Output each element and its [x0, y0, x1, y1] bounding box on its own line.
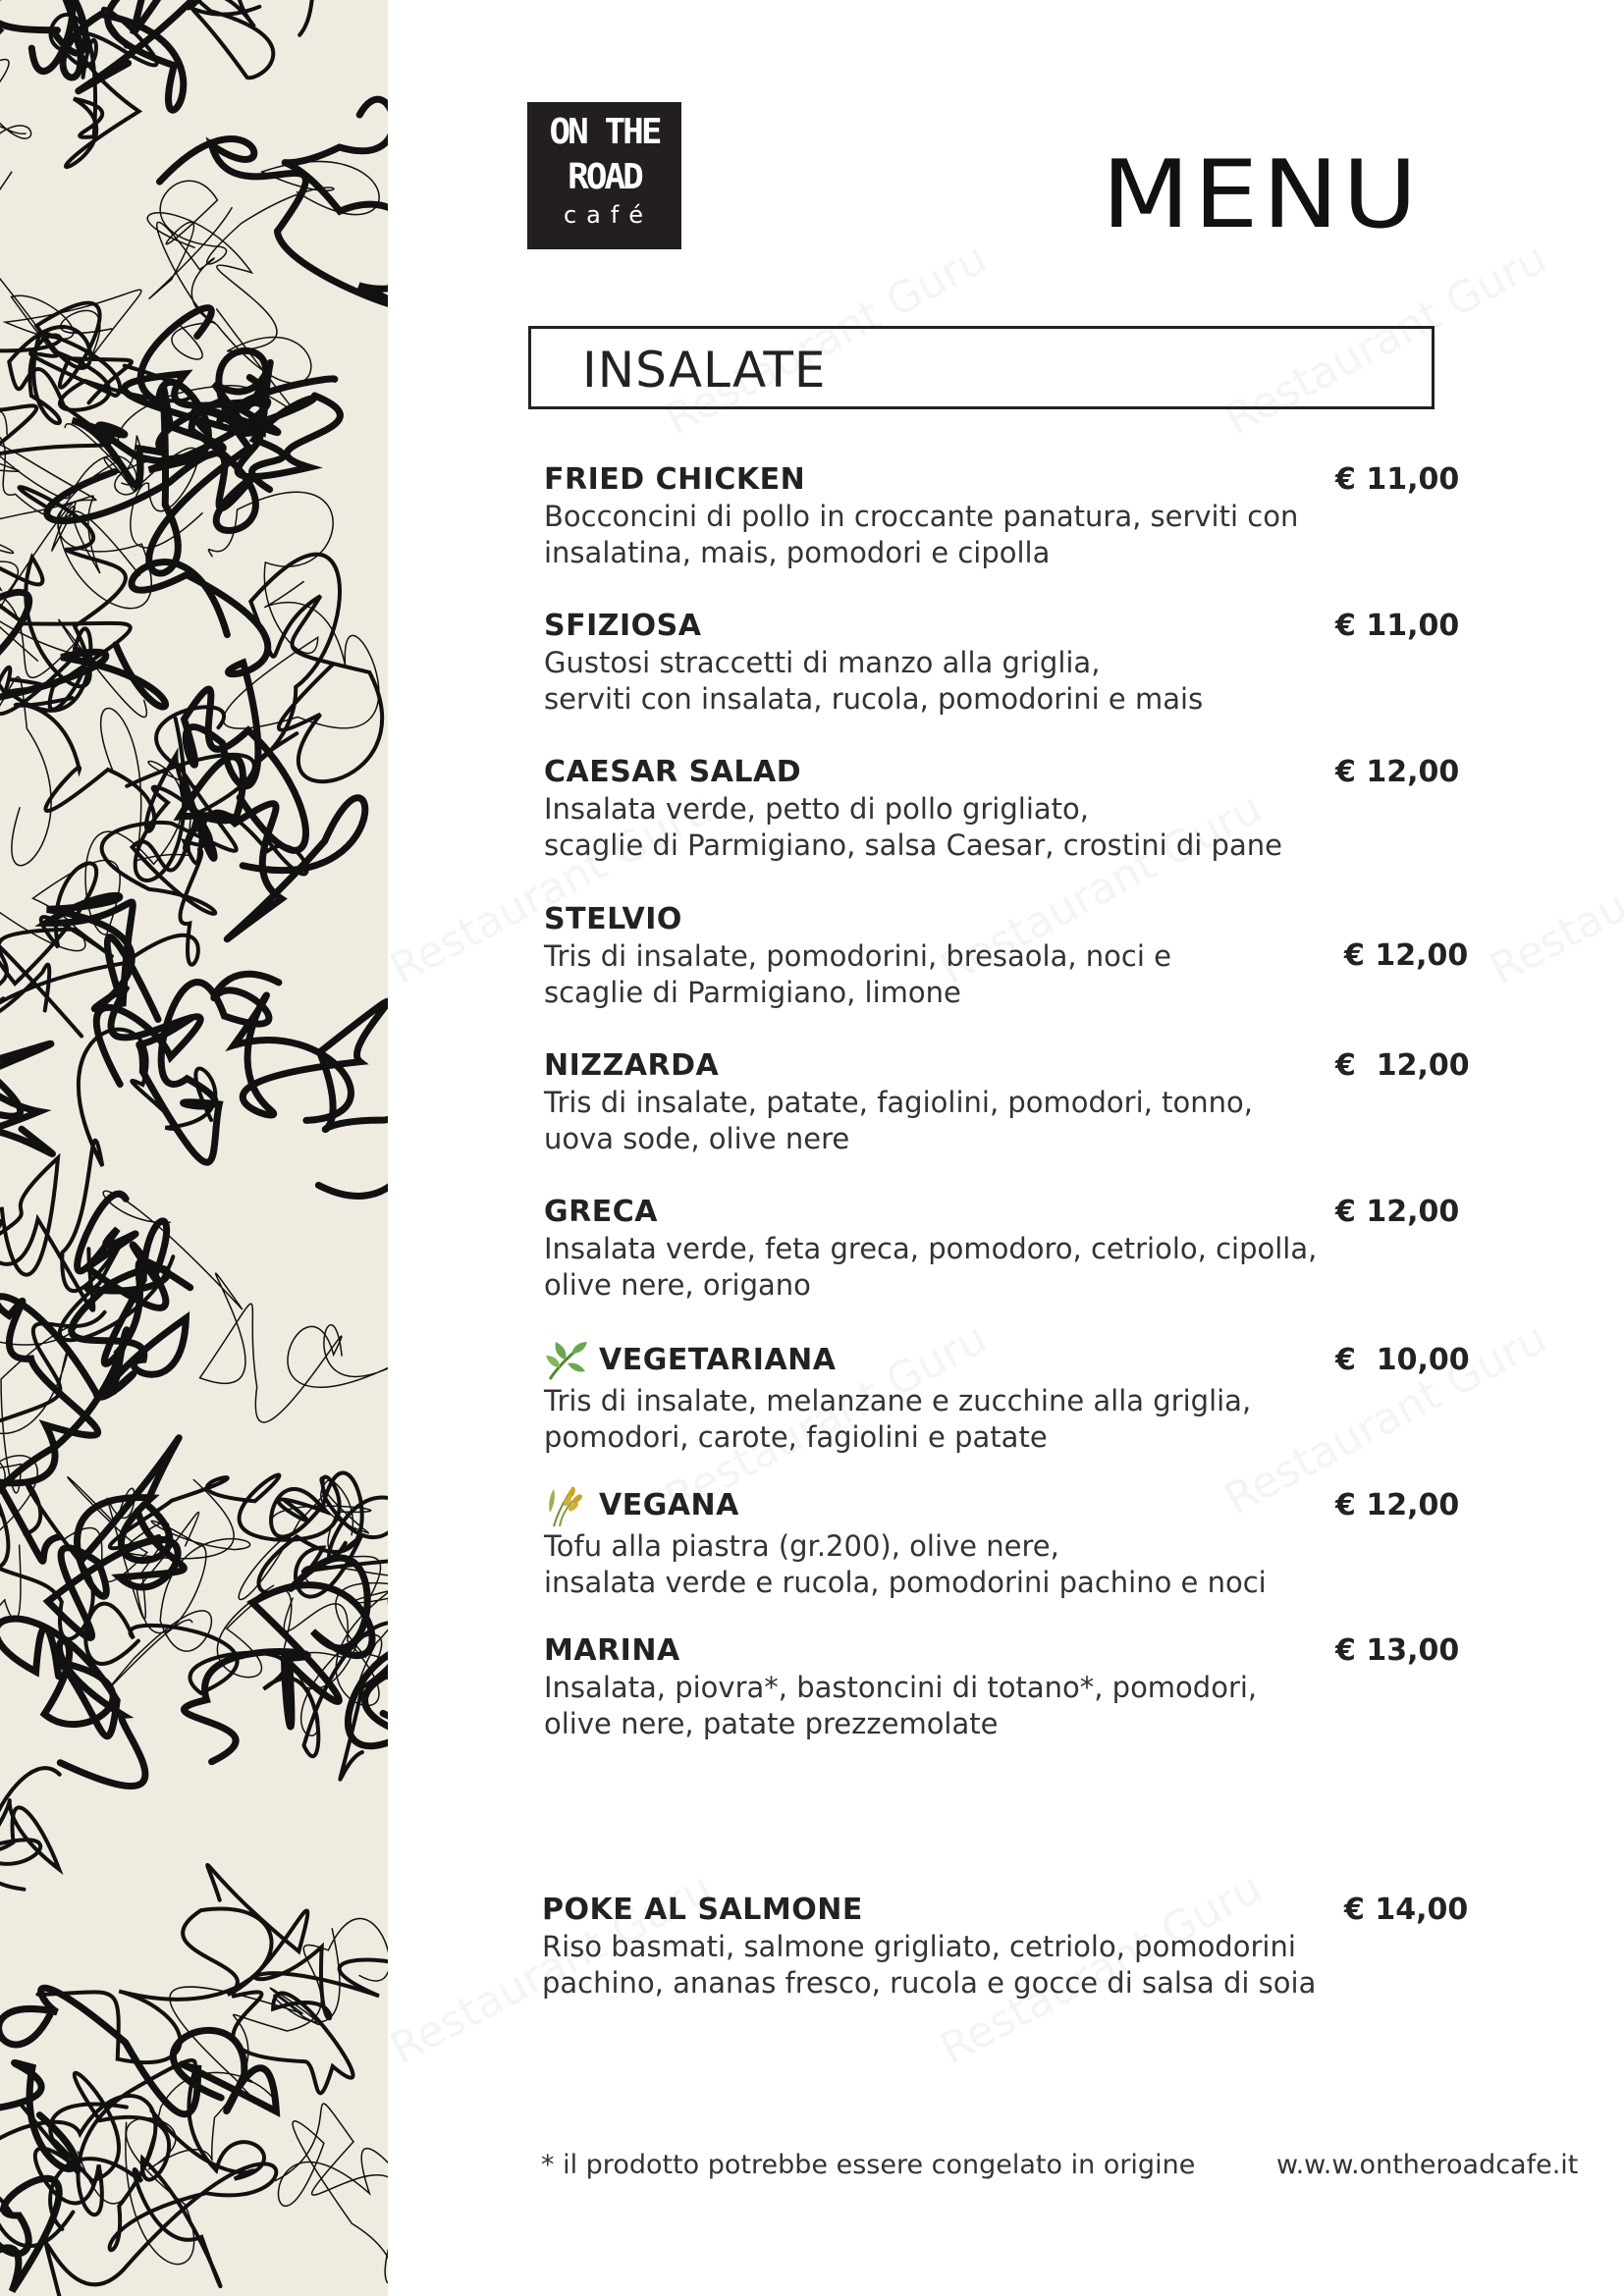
- item-description-line: insalata verde e rucola, pomodorini pachino e noci: [544, 1566, 1267, 1599]
- item-description-line: Tris di insalate, melanzane e zucchine alla griglia,: [544, 1384, 1252, 1417]
- menu-item: [544, 461, 1467, 571]
- page-title: MENU: [1102, 138, 1422, 249]
- item-description-line: Gustosi straccetti di manzo alla griglia,: [544, 646, 1101, 679]
- logo-line-3: café: [563, 201, 654, 229]
- item-name: NIZZARDA: [544, 1048, 720, 1083]
- item-price: € 10,00: [1335, 1343, 1470, 1377]
- item-name-text: VEGETARIANA: [599, 1343, 837, 1377]
- item-description: [544, 645, 1329, 718]
- item-price: € 12,00: [1335, 1048, 1470, 1083]
- item-description-line: serviti con insalata, rucola, pomodorini e mais: [544, 682, 1204, 716]
- item-description-line: Insalata verde, petto di pollo grigliato,: [544, 792, 1089, 826]
- item-description-line: Bocconcini di pollo in croccante panatura, serviti con: [544, 500, 1299, 533]
- wheat-icon: [544, 1483, 589, 1528]
- item-description-line: pomodori, carote, fagiolini e patate: [544, 1420, 1048, 1454]
- pattern-loop: [160, 99, 389, 305]
- item-description-line: uova sode, olive nere: [544, 1122, 850, 1155]
- item-description-line: scaglie di Parmigiano, salsa Caesar, crostini di pane: [544, 828, 1282, 862]
- pattern-loop: [162, 0, 325, 78]
- item-price: € 14,00: [1344, 1893, 1469, 1927]
- item-name: SFIZIOSA: [544, 609, 702, 643]
- decorative-pattern-strip: [0, 0, 388, 2296]
- pattern-loop: [38, 1865, 308, 2062]
- item-name: [544, 1338, 1467, 1383]
- pattern-loop: [276, 2104, 388, 2283]
- item-description-line: pachino, ananas fresco, rucola e gocce di salsa di soia: [542, 1966, 1317, 2000]
- item-name: FRIED CHICKEN: [544, 462, 806, 497]
- item-price: € 11,00: [1335, 462, 1460, 497]
- item-description-line: Tris di insalate, pomodorini, bresaola, noci e: [544, 939, 1171, 973]
- item-name: STELVIO: [544, 902, 682, 936]
- abstract-loops-pattern: [0, 0, 388, 2296]
- item-description-line: Insalata, piovra*, bastoncini di totano*, pomodori,: [544, 1671, 1258, 1704]
- item-description: [544, 1085, 1329, 1157]
- pattern-loop: [0, 59, 31, 220]
- item-description: [544, 1670, 1329, 1742]
- item-name: CAESAR SALAD: [544, 755, 802, 789]
- item-description-line: olive nere, patate prezzemolate: [544, 1707, 999, 1740]
- item-description-line: Tofu alla piastra (gr.200), olive nere,: [544, 1529, 1059, 1563]
- menu-item: [544, 754, 1467, 864]
- item-description-line: Tris di insalate, patate, fagiolini, pomodori, tonno,: [544, 1086, 1253, 1119]
- item-description-line: scaglie di Parmigiano, limone: [544, 976, 961, 1009]
- item-description: [544, 791, 1329, 864]
- item-price: € 12,00: [1335, 755, 1460, 789]
- section-title: INSALATE: [582, 342, 827, 399]
- menu-item: [544, 1632, 1467, 1742]
- item-name: MARINA: [544, 1633, 680, 1668]
- pattern-loop: [0, 1768, 60, 1890]
- item-description-line: Riso basmati, salmone grigliato, cetriolo, pomodorini: [542, 1930, 1296, 1963]
- item-description-line: insalatina, mais, pomodori e cipolla: [544, 536, 1051, 569]
- leaf-icon: [544, 1338, 589, 1383]
- brand-logo: [527, 102, 681, 249]
- pattern-loop: [149, 162, 379, 299]
- item-price: € 12,00: [1344, 938, 1469, 973]
- pattern-loop: [0, 1619, 145, 1787]
- pattern-loop: [0, 2062, 76, 2296]
- menu-item: [542, 1892, 1469, 2002]
- item-name-text: VEGANA: [599, 1488, 739, 1522]
- item-description: [544, 1528, 1329, 1601]
- item-name: POKE AL SALMONE: [542, 1893, 863, 1927]
- item-price: € 12,00: [1335, 1195, 1460, 1229]
- logo-line-2: ROAD: [568, 157, 641, 197]
- watermark: [1482, 783, 1624, 994]
- menu-item: [544, 608, 1467, 718]
- item-name: [544, 1483, 1467, 1528]
- item-price: € 12,00: [1335, 1488, 1460, 1522]
- menu-item: [544, 1338, 1470, 1456]
- item-description-line: olive nere, origano: [544, 1268, 811, 1302]
- item-description: [544, 1231, 1329, 1304]
- logo-line-1: ON THE: [549, 112, 660, 152]
- section-header-box: [528, 326, 1435, 409]
- item-description: [544, 1383, 1329, 1456]
- item-description: [542, 1929, 1327, 2002]
- menu-item: [544, 901, 1467, 1011]
- item-description-line: Insalata verde, feta greca, pomodoro, cetriolo, cipolla,: [544, 1232, 1318, 1265]
- menu-item: [544, 1194, 1467, 1304]
- website-link[interactable]: w.w.w.ontheroadcafe.it: [1276, 2150, 1579, 2180]
- item-description: [544, 499, 1329, 571]
- pattern-loop: [0, 1158, 93, 1310]
- item-price: € 13,00: [1335, 1633, 1460, 1668]
- pattern-loop: [126, 1919, 388, 2265]
- pattern-loop: [250, 555, 382, 782]
- pattern-loop: [0, 1015, 52, 1154]
- menu-item: [544, 1047, 1470, 1157]
- pattern-loop: [0, 2096, 276, 2296]
- item-description: [544, 938, 1329, 1011]
- item-price: € 11,00: [1335, 609, 1460, 643]
- pattern-loop: [139, 974, 279, 1162]
- item-name: GRECA: [544, 1195, 658, 1229]
- footnote: * il prodotto potrebbe essere congelato in origine: [541, 2150, 1196, 2180]
- menu-item: [544, 1483, 1467, 1601]
